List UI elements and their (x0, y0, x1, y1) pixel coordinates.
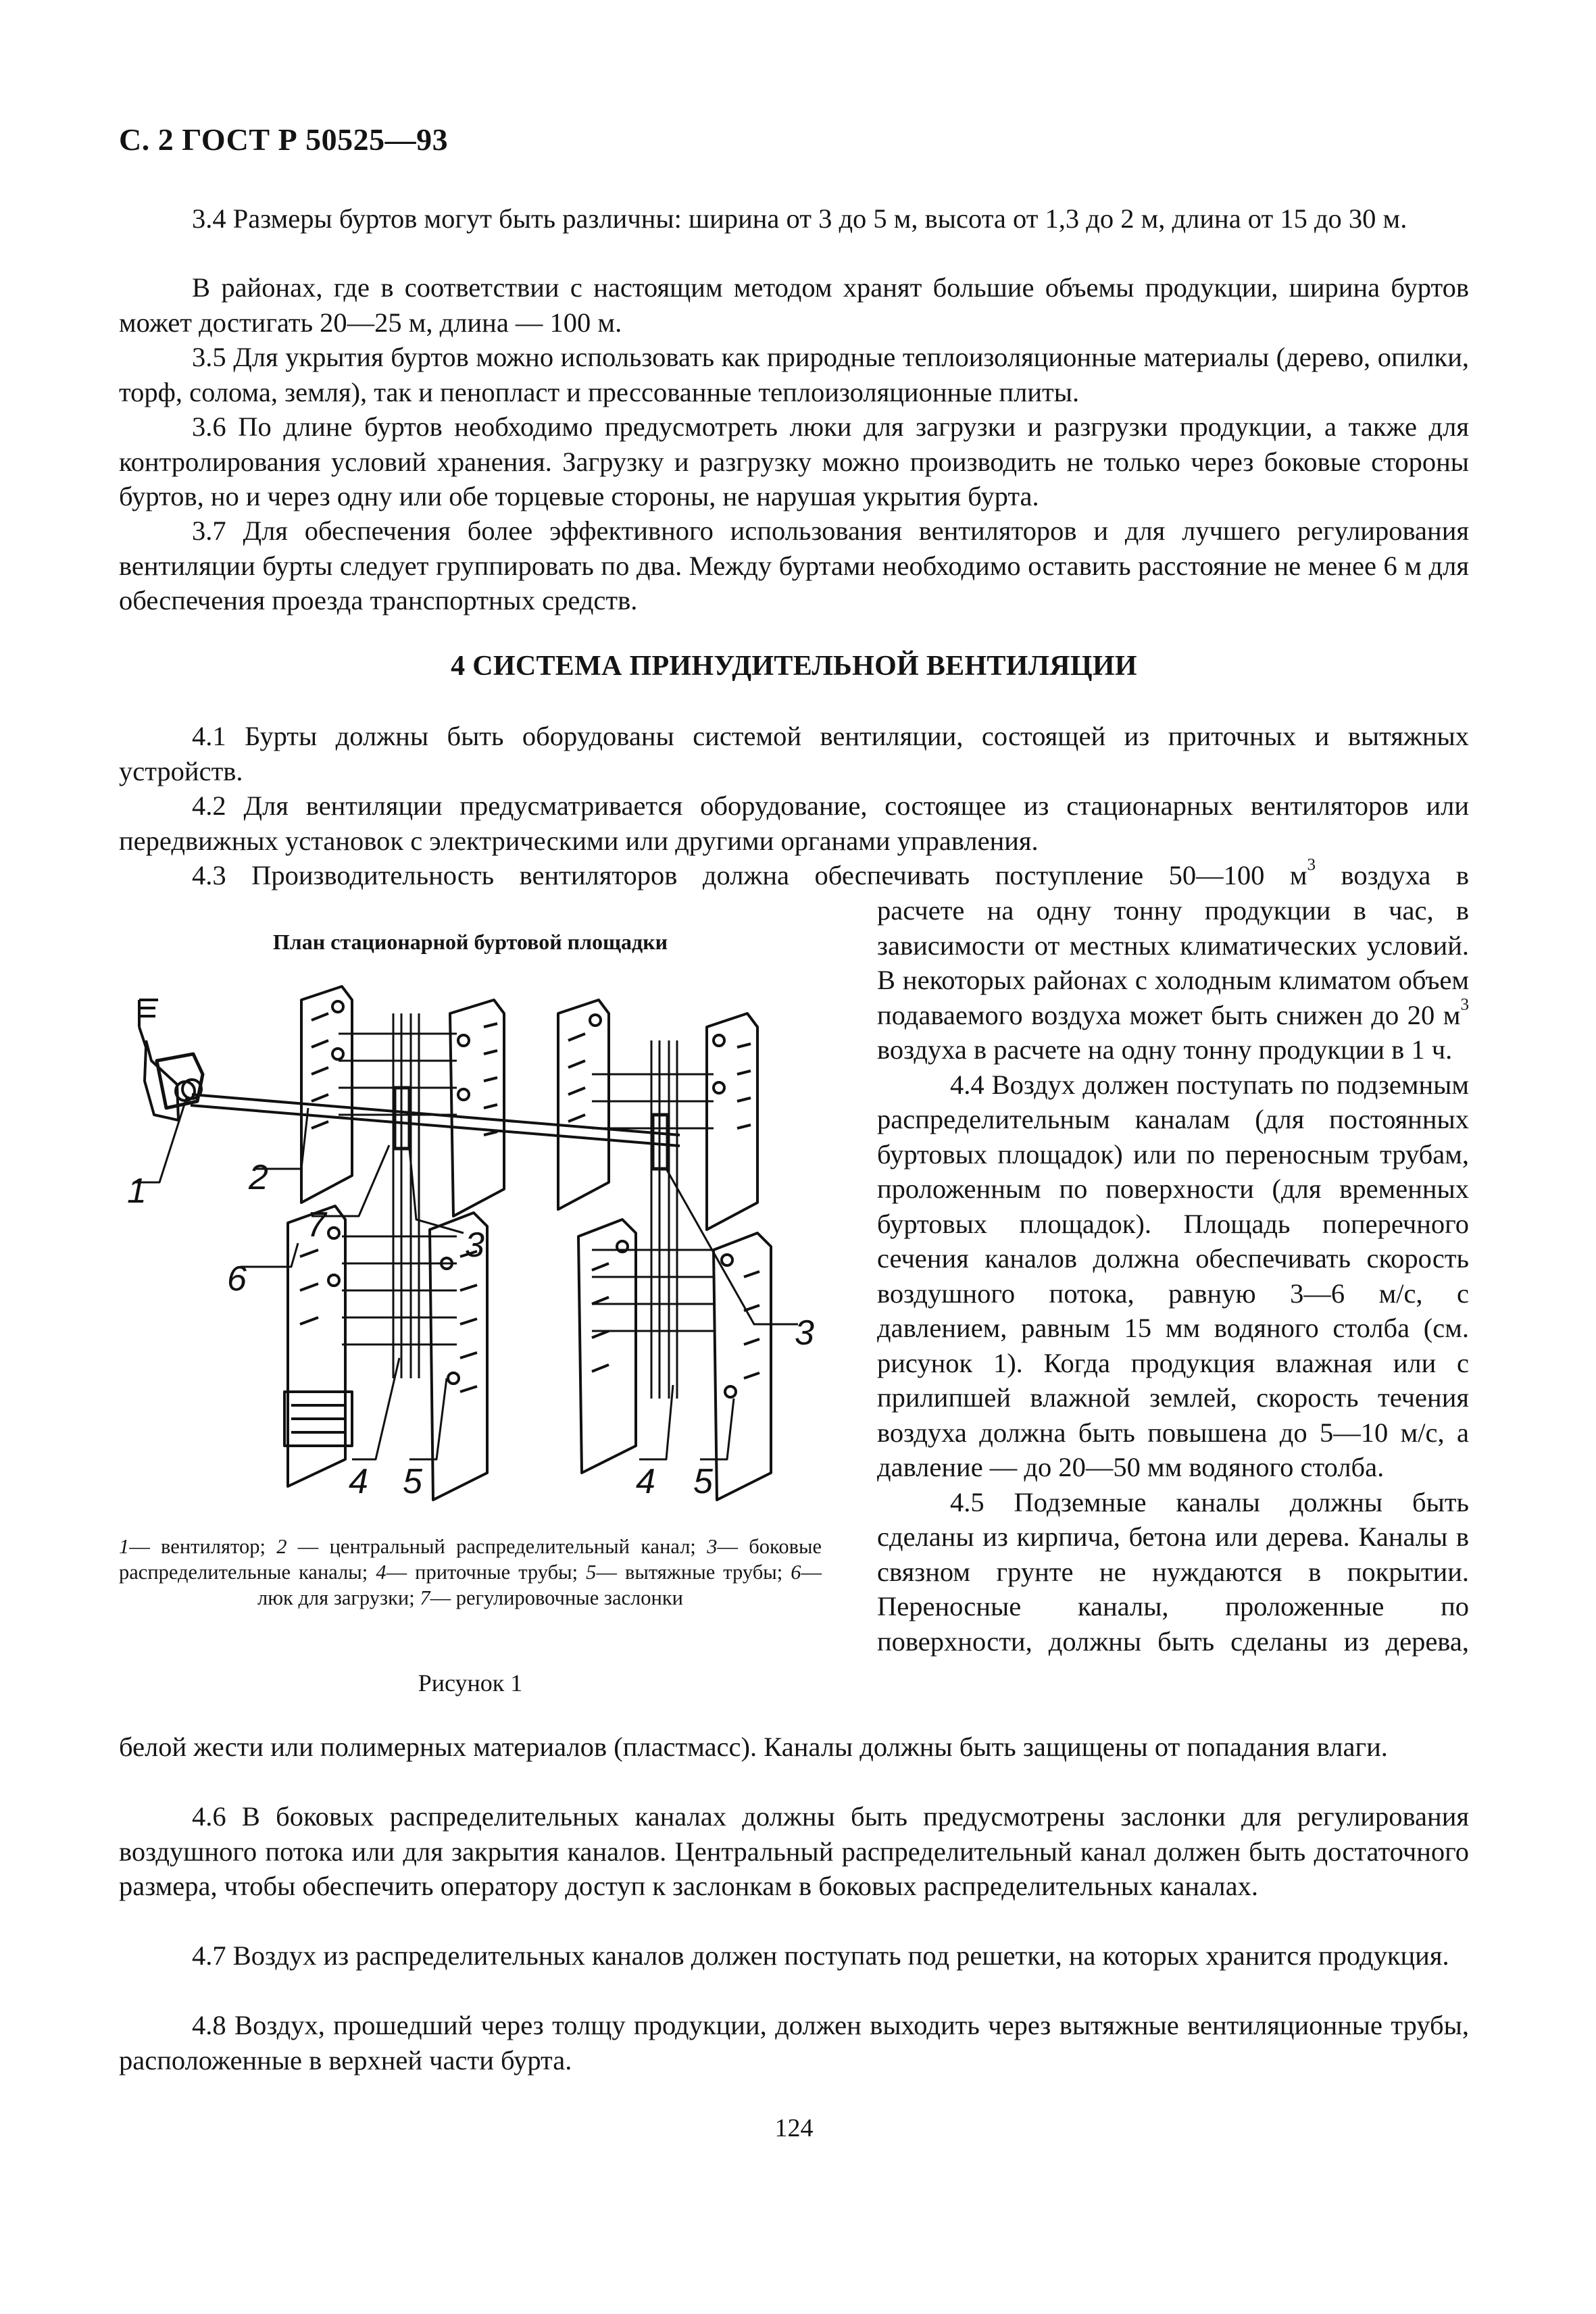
label-4-left: 4 (349, 1462, 368, 1501)
caption-num-7: 7 (420, 1586, 430, 1609)
p43-col-text: расчете на одну тонну продукции в час, в зависимости от местных климатических условий. В некоторых районах с холодным климатом объем подаваемого воздуха может быть снижен до 20 м (877, 895, 1469, 1030)
caption-text-1: — вентилятор; (129, 1535, 277, 1558)
paragraph-3-4-cont: В районах, где в соответствии с настоящим методом хранят большие объемы продукции, ширина буртов может достигать 20—25 м, длина — 100 м. (119, 272, 1469, 338)
pile-top-right-b (707, 1013, 757, 1230)
caption-num-4: 4 (376, 1561, 386, 1584)
figure-title: План стационарной буртовой площадки (272, 930, 668, 954)
label-5-left: 5 (403, 1462, 422, 1501)
caption-num-3: 3 (707, 1535, 718, 1558)
caption-text-6: — люк для загрузки; (257, 1561, 822, 1609)
p43-text-after: воздуха в (1316, 860, 1469, 890)
paragraph-4-5-cont: белой жести или полимерных материалов (пластмасс). Каналы должны быть защищены от попадания влаги. (119, 1732, 1388, 1762)
pile-bottom-left-a (284, 1206, 352, 1486)
caption-num-5: 5 (586, 1561, 597, 1584)
paragraph-4-8: 4.8 Воздух, прошедший через толщу продукции, должен выходить через вытяжные вентиляционные трубы, расположенные в верхней части бурта. (119, 2010, 1469, 2076)
label-6: 6 (227, 1259, 247, 1299)
pile-top-right-a (558, 1000, 609, 1209)
paragraph-3-6: 3.6 По длине буртов необходимо предусмотреть люки для загрузки и разгрузки продукции, а также для контролирования условий хранения. Загрузку и разгрузку можно производить не только через боковые стороны буртов, но и через одну или обе торцевые стороны, не нарушая укрытия бурта. (119, 411, 1469, 511)
fan-icon (139, 1000, 203, 1120)
caption-num-6: 6 (791, 1561, 801, 1584)
paragraph-4-7: 4.7 Воздух из распределительных каналов должен поступать под решетки, на которых хранится продукция. (192, 1940, 1449, 1971)
paragraph-4-5-col: 4.5 Подземные каналы должны быть сделаны из кирпича, бетона или дерева. Каналы в связном грунте не нуждаются в покрытии. Переносные каналы, проложенные по поверхности, должны быть сделаны из дерева, (877, 1486, 1469, 1657)
caption-text-3: — боковые распределительные каналы; (119, 1535, 822, 1584)
caption-text-4: — приточные трубы; (386, 1561, 587, 1584)
figure-diagram (119, 973, 822, 1513)
label-3-left: 3 (465, 1226, 484, 1265)
caption-text-2: — центральный распределительный канал; (286, 1535, 707, 1558)
p43-text: 4.3 Производительность вентиляторов должна обеспечивать поступление 50—100 м (192, 860, 1307, 890)
page-number: 124 (774, 2114, 814, 2142)
pile-top-left-a (301, 986, 352, 1203)
figure-caption (119, 1534, 822, 1611)
p43-sup: 3 (1307, 855, 1316, 874)
label-4-right: 4 (636, 1462, 655, 1501)
figure-number: Рисунок 1 (418, 1669, 523, 1696)
paragraph-4-1: 4.1 Бурты должны быть оборудованы системой вентиляции, состоящей из приточных и вытяжных устройств. (119, 721, 1469, 786)
paragraph-3-7: 3.7 Для обеспечения более эффективного использования вентиляторов и для лучшего регулирования вентиляции бурты следует группировать по два. Между буртами необходимо оставить расстояние не менее 6 м для обеспечения проезда транспортных средств. (119, 515, 1469, 615)
label-1: 1 (127, 1172, 147, 1211)
label-3-right: 3 (795, 1313, 814, 1353)
pile-bottom-right-a (578, 1219, 636, 1473)
label-2: 2 (249, 1158, 268, 1197)
pile-top-left-b (450, 1000, 504, 1216)
page-header: С. 2 ГОСТ Р 50525—93 (119, 122, 449, 157)
caption-num-2: 2 (276, 1535, 287, 1558)
paragraph-4-4: 4.4 Воздух должен поступать по подземным распределительным каналам (для постоянных буртовых площадок) или по переносным трубам, проложенным по поверхности (для временных буртовых площадок). Площадь поперечного сечения каналов должна обеспечивать скорость воздушного потока, равную 3—6 м/с, с давлением, равным 15 мм водяного столба (см. рисунок 1). Когда продукция влажная или с прилипшей влажной землей, скорость течения воздуха должна быть повышена до 5—10 м/с, а давление — до 20—50 мм водяного столба. (877, 1069, 1469, 1482)
caption-text-5: — вытяжные трубы; (596, 1561, 791, 1584)
caption-text-7: — регулировочные заслонки (430, 1586, 683, 1609)
paragraph-4-6: 4.6 В боковых распределительных каналах должны быть предусмотрены заслонки для регулирования воздушного потока или для закрытия каналов. Центральный распределительный канал должен быть достаточного размера, чтобы обеспечить оператору доступ к заслонкам в боковых распределительных каналах. (119, 1801, 1469, 1901)
paragraph-3-5: 3.5 Для укрытия буртов можно использовать как природные теплоизоляционные материалы (дерево, опилки, торф, солома, земля), так и пенопласт и прессованные теплоизоляционные плиты. (119, 342, 1469, 407)
caption-num-1: 1 (119, 1535, 130, 1558)
label-7: 7 (307, 1205, 326, 1244)
p43-col-sup: 3 (1460, 995, 1469, 1014)
paragraph-4-3-cont (877, 893, 1469, 1067)
label-5-right: 5 (693, 1462, 713, 1501)
section-title: 4 СИСТЕМА ПРИНУДИТЕЛЬНОЙ ВЕНТИЛЯЦИИ (451, 651, 1137, 682)
p43-col-text-after: воздуха в расчете на одну тонну продукции в 1 ч. (877, 1034, 1453, 1065)
paragraph-4-2: 4.2 Для вентиляции предусматривается оборудование, состоящее из стационарных вентиляторов или передвижных установок с электрическими или другими органами управления. (119, 790, 1469, 856)
paragraph-3-4: 3.4 Размеры буртов могут быть различны: ширина от 3 до 5 м, высота от 1,3 до 2 м, длина от 15 до 30 м. (192, 203, 1407, 234)
paragraph-4-3-line1 (119, 855, 1469, 893)
right-column (877, 893, 1469, 1659)
supply-pipes (339, 1034, 714, 1344)
